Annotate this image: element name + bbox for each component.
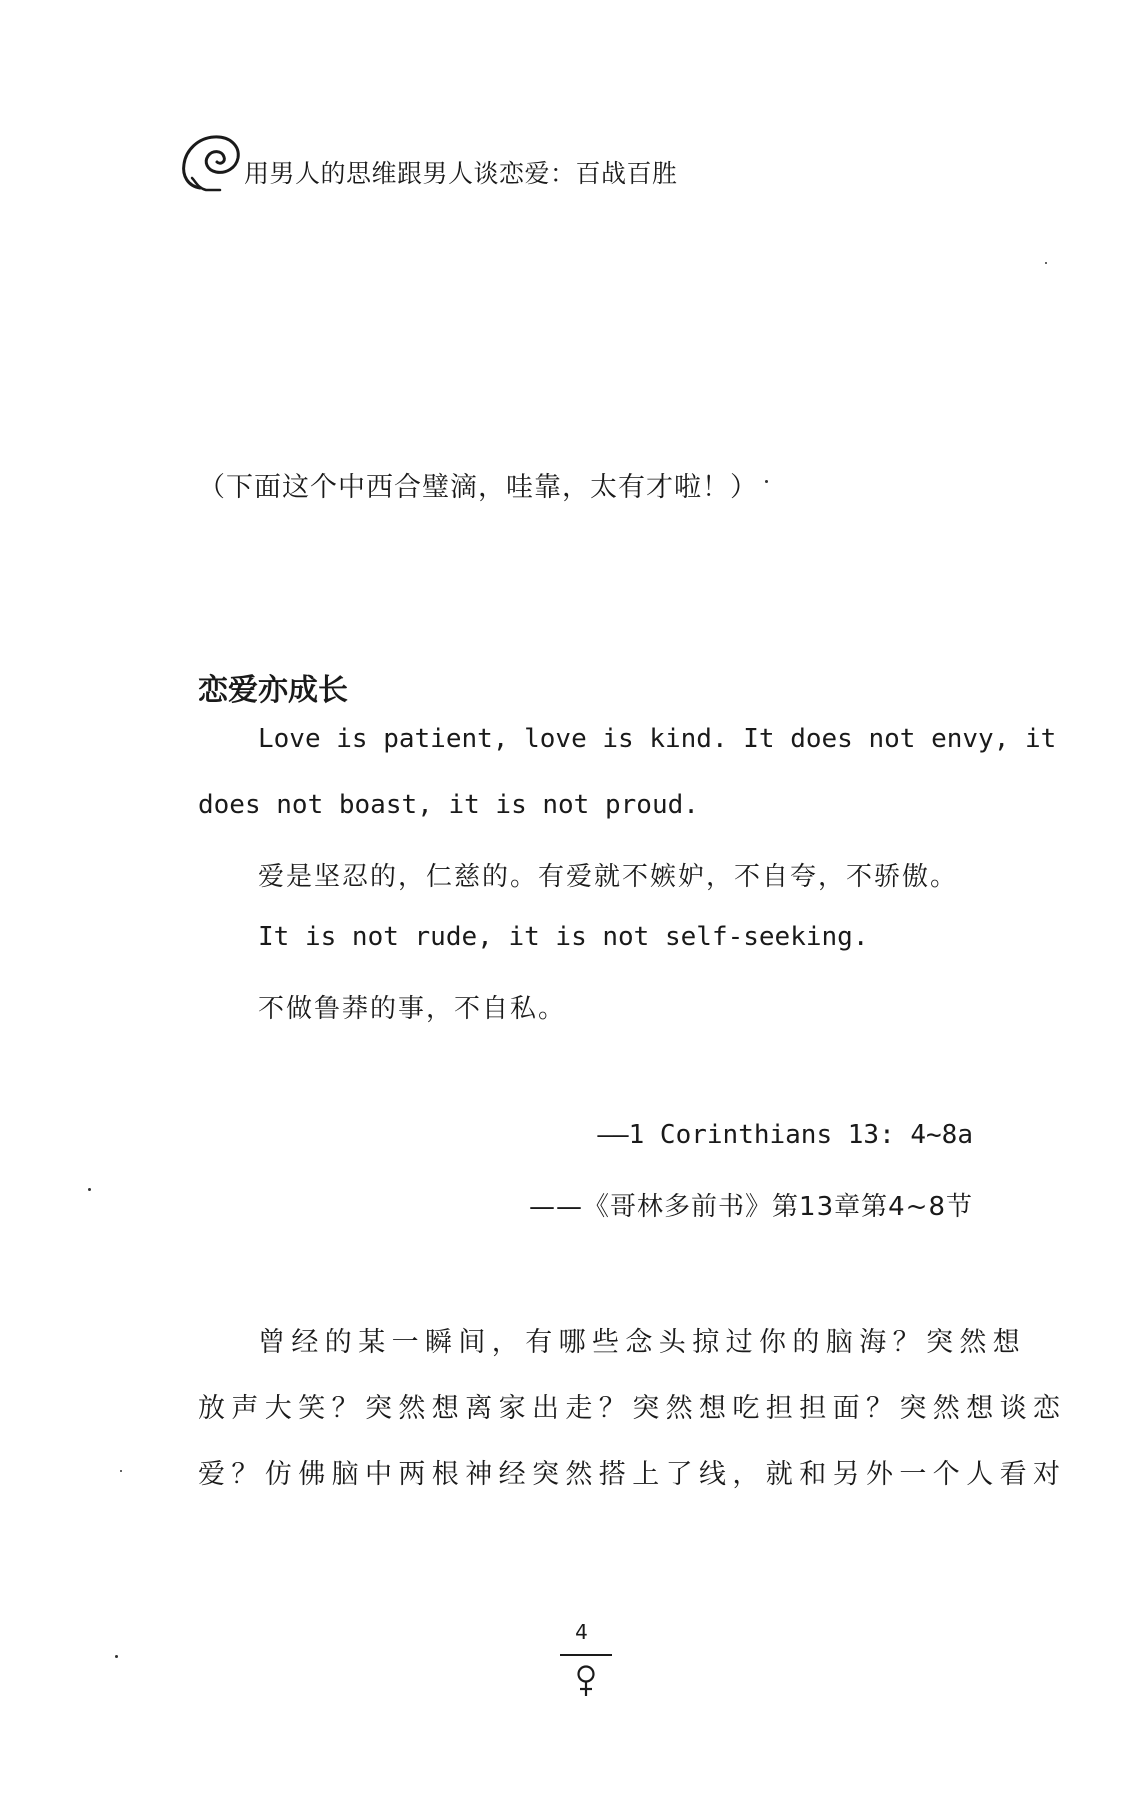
spiral-face-logo-icon xyxy=(180,132,244,194)
passage-english-line-3: It is not rude, it is not self-seeking. xyxy=(258,922,869,952)
running-header xyxy=(180,132,678,194)
page-number: 4 xyxy=(575,1620,588,1644)
section-title: 恋爱亦成长 xyxy=(198,673,348,708)
editor-note: （下面这个中西合璧滴，哇靠，太有才啦！） xyxy=(198,472,758,503)
scan-speck xyxy=(88,1188,91,1191)
passage-chinese-line-1: 爱是坚忍的，仁慈的。有爱就不嫉妒，不自夸，不骄傲。 xyxy=(258,862,959,892)
passage-english-line-2: does not boast, it is not proud. xyxy=(198,790,699,820)
body-paragraph-line-3: 爱？仿佛脑中两根神经突然搭上了线，就和另外一个人看对 xyxy=(198,1459,1067,1490)
scan-speck xyxy=(120,1470,122,1472)
page-number-rule xyxy=(560,1654,612,1656)
passage-english-line-1: Love is patient, love is kind. It does not envy, it xyxy=(258,724,1057,754)
female-symbol-icon xyxy=(572,1664,600,1698)
body-paragraph-line-1: 曾经的某一瞬间，有哪些念头掠过你的脑海？突然想 xyxy=(258,1327,1027,1358)
scan-speck xyxy=(115,1655,118,1658)
passage-chinese-line-2: 不做鲁莽的事，不自私。 xyxy=(258,994,567,1024)
citation-chinese: ——《哥林多前书》第13章第4~8节 xyxy=(529,1192,973,1222)
scan-speck xyxy=(1045,262,1047,264)
body-paragraph-line-2: 放声大笑？突然想离家出走？突然想吃担担面？突然想谈恋 xyxy=(198,1393,1067,1424)
scan-speck xyxy=(765,480,768,483)
citation-english: ——1 Corinthians 13: 4~8a xyxy=(597,1120,973,1150)
header-title: 用男人的思维跟男人谈恋爱：百战百胜 xyxy=(244,159,678,188)
